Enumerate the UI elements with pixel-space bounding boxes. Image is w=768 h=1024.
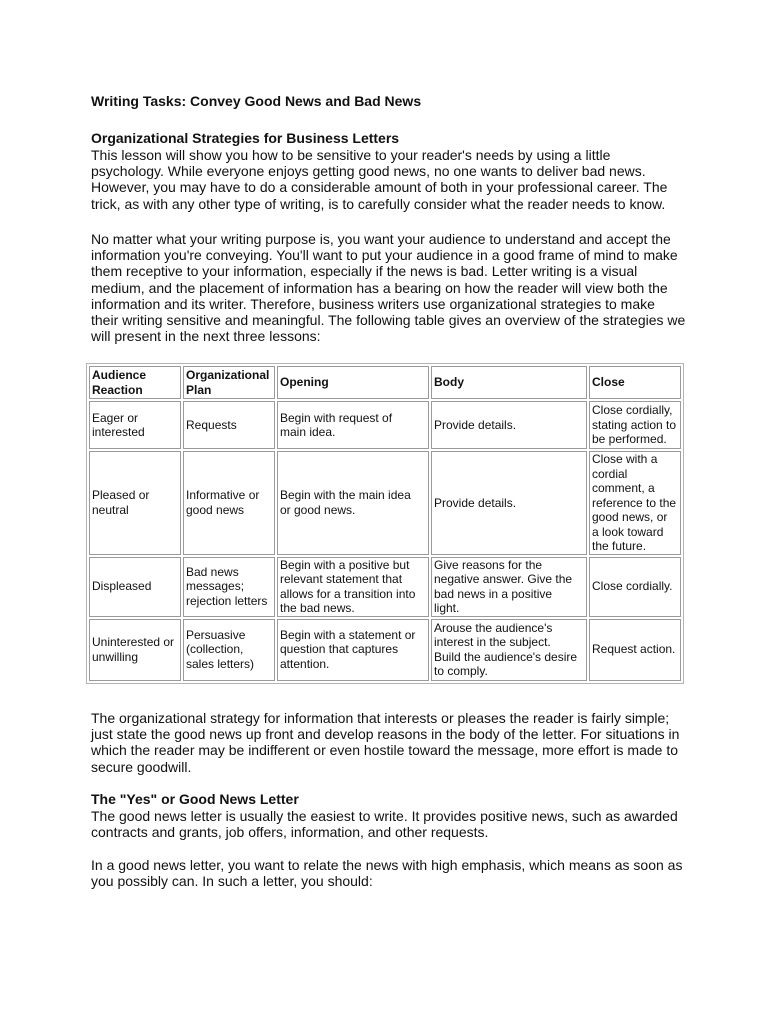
column-header-audience-reaction: Audience Reaction — [89, 366, 181, 399]
table-cell-opening: Begin with a positive but relevant statement that allows for a transition into the bad news. — [277, 557, 429, 617]
strategy-summary-paragraph: The organizational strategy for information that interests or pleases the reader is fairly simple; just state the good news up front and develop reasons in the body of the letter. For situations in which the reader may be indifferent or even hostile toward the message, more effort is made to secure goodwill. — [91, 710, 680, 775]
intro-paragraph: This lesson will show you how to be sensitive to your reader's needs by using a little psychology. While everyone enjoys getting good news, no one wants to deliver bad news. However, you may have to do a considerable amount of both in your professional career. The trick, as with any other type of writing, is to carefully consider what the reader needs to know. — [91, 147, 668, 212]
table-cell-body: Provide details. — [431, 401, 587, 449]
section-heading-good-news: The "Yes" or Good News Letter — [91, 791, 299, 807]
table-cell-audience-reaction: Pleased or neutral — [89, 451, 181, 555]
table-cell-opening: Begin with request of main idea. — [277, 401, 429, 449]
table-body — [89, 401, 681, 681]
purpose-paragraph: No matter what your writing purpose is, you want your audience to understand and accept the information you're conveying. You'll want to put your audience in a good frame of mind to make them receptive to your information, especially if the news is bad. Letter writing is a visual medium, and the placement of information has a bearing on how the reader will view both the information and its writer. Therefore, business writers use organizational strategies to make their writing sensitive and meaningful. The following table gives an overview of the strategies we will present in the next three lessons: — [91, 231, 686, 345]
strategy-table-wrapper — [86, 363, 684, 684]
column-header-organizational-plan: Organizational Plan — [183, 366, 275, 399]
table-cell-body: Give reasons for the negative answer. Give the bad news in a positive light. — [431, 557, 587, 617]
table-cell-organizational-plan: Informative or good news — [183, 451, 275, 555]
table-row — [89, 401, 681, 449]
table-cell-close: Request action. — [589, 619, 681, 681]
page-title: Writing Tasks: Convey Good News and Bad News — [91, 93, 422, 109]
table-cell-opening: Begin with a statement or question that captures attention. — [277, 619, 429, 681]
table-cell-audience-reaction: Eager or interested — [89, 401, 181, 449]
table-row — [89, 619, 681, 681]
table-cell-organizational-plan: Persuasive (collection, sales letters) — [183, 619, 275, 681]
column-header-close: Close — [589, 366, 681, 399]
table-cell-organizational-plan: Requests — [183, 401, 275, 449]
table-cell-audience-reaction: Uninterested or unwilling — [89, 619, 181, 681]
table-row — [89, 557, 681, 617]
table-cell-body: Arouse the audience's interest in the subject. Build the audience's desire to comply. — [431, 619, 587, 681]
table-cell-close: Close with a cordial comment, a reference to the good news, or a look toward the future. — [589, 451, 681, 555]
column-header-opening: Opening — [277, 366, 429, 399]
table-cell-audience-reaction: Displeased — [89, 557, 181, 617]
table-cell-body: Provide details. — [431, 451, 587, 555]
section-heading-strategies: Organizational Strategies for Business Letters — [91, 130, 400, 146]
good-news-emphasis-paragraph: In a good news letter, you want to relate the news with high emphasis, which means as soon as you possibly can. In such a letter, you should: — [91, 857, 683, 890]
table-header-row — [89, 366, 681, 399]
table-row — [89, 451, 681, 555]
strategy-table — [86, 363, 684, 684]
table-cell-opening: Begin with the main idea or good news. — [277, 451, 429, 555]
table-cell-close: Close cordially, stating action to be performed. — [589, 401, 681, 449]
good-news-intro-paragraph: The good news letter is usually the easiest to write. It provides positive news, such as awarded contracts and grants, job offers, information, and other requests. — [91, 808, 678, 841]
table-cell-close: Close cordially. — [589, 557, 681, 617]
column-header-body: Body — [431, 366, 587, 399]
table-cell-organizational-plan: Bad news messages; rejection letters — [183, 557, 275, 617]
